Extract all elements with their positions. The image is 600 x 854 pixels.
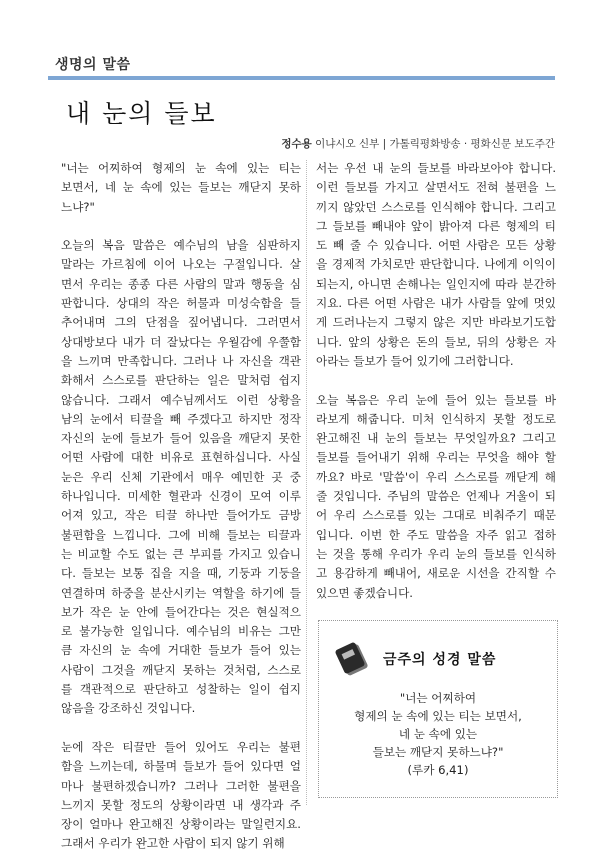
text-line: 연결하며 하중을 분산시키는 역할을 하기에 들 bbox=[61, 585, 301, 600]
author-name: 정수용 bbox=[281, 138, 312, 150]
section-label: 생명의 말씀 bbox=[55, 57, 131, 73]
text-line: 이런 들보를 가지고 살면서도 전혀 불편을 느 bbox=[316, 180, 556, 195]
text-line: 는 비교할 수도 없는 큰 부피를 가지고 있습니 bbox=[61, 546, 301, 561]
text-line: 말라는 가르침에 이어 나오는 구절입니다. 살 bbox=[61, 257, 301, 272]
author-affiliation: 이냐시오 신부 | 가톨릭평화방송 · 평화신문 보도주간 bbox=[315, 138, 555, 150]
verse-line: 들보는 깨닫지 못하느냐?" bbox=[372, 745, 504, 759]
text-line: "너는 어찌하여 형제의 눈 속에 있는 티는 bbox=[61, 161, 301, 175]
text-line: 는 것을 통해 우리가 우리 눈의 들보를 인식하 bbox=[316, 546, 556, 561]
verse-line: 형제의 눈 속에 있는 티는 보면서, bbox=[354, 709, 522, 723]
text-line: 고 용감하게 빼내어, 새로운 시선을 간직할 수 bbox=[316, 566, 556, 581]
header-divider bbox=[48, 76, 555, 80]
text-line: 들보를 들어내기 위해 우리는 무엇을 해야 할 bbox=[316, 450, 556, 465]
text-line: 추어내며 그의 단점을 짚어냅니다. 그러면서 bbox=[61, 315, 301, 330]
text-line: 불편함을 느낍니다. 그에 비해 들보는 티끌과 bbox=[61, 527, 301, 542]
right-column bbox=[316, 159, 556, 603]
bible-icon bbox=[335, 642, 366, 675]
left-column bbox=[61, 159, 301, 854]
text-line: 하나입니다. 미세한 혈관과 신경이 모여 이루 bbox=[61, 489, 301, 504]
text-line: 어 우리 스스로를 있는 그대로 비춰주기 때문 bbox=[316, 508, 556, 523]
verse-text bbox=[319, 689, 557, 779]
paragraph-gap bbox=[61, 217, 301, 236]
text-line: 화해서 스스로를 판단하는 일은 말처럼 쉽지 bbox=[61, 373, 301, 388]
text-line: 상대방보다 내가 더 잘났다는 우월감에 우쭐함 bbox=[61, 334, 301, 349]
text-line: 어져 있고, 작은 티끌 하나만 들어가도 금방 bbox=[61, 508, 301, 523]
text-line: 을 느끼며 만족합니다. 그러나 나 자신을 객관 bbox=[61, 353, 301, 368]
text-line: 니다. 앞의 상황은 돈의 들보, 뒤의 상황은 자 bbox=[316, 334, 556, 349]
text-line: 로 불가능한 일입니다. 예수님의 비유는 그만 bbox=[61, 624, 301, 639]
text-line: 판합니다. 상대의 작은 허물과 미성숙함을 들 bbox=[61, 296, 301, 311]
text-line: 않습니다. 그래서 예수님께서도 이런 상황을 bbox=[61, 392, 301, 407]
paragraph-gap bbox=[316, 371, 556, 390]
text-line: 보가 작은 눈 안에 들어간다는 것은 현실적으 bbox=[61, 604, 301, 619]
paragraph-gap bbox=[61, 719, 301, 738]
byline bbox=[281, 136, 555, 151]
text-line: 않음을 강조하신 것입니다. bbox=[61, 701, 196, 716]
text-line: 를 객관적으로 판단하고 성찰하는 일이 쉽지 bbox=[61, 682, 301, 697]
verse-line: 네 눈 속에 있는 bbox=[398, 727, 478, 741]
text-line: 아라는 들보가 들어 있기에 그러합니다. bbox=[316, 353, 514, 368]
article-title: 내 눈의 들보 bbox=[66, 99, 217, 128]
text-line: 있으면 좋겠습니다. bbox=[316, 585, 413, 600]
text-line: 자신의 눈에 들보가 들어 있음을 깨닫지 못한 bbox=[61, 431, 301, 446]
verse-line: "너는 어찌하여 bbox=[399, 691, 477, 705]
text-line: 면서 우리는 종종 다른 사람의 말과 행동을 심 bbox=[61, 276, 301, 291]
text-line: 사람이 그것을 깨닫지 못하는 것처럼, 스스로 bbox=[61, 662, 301, 677]
text-line: 줄 것입니다. 주님의 말씀은 언제나 거울이 되 bbox=[316, 489, 556, 504]
text-line: 라보게 해줍니다. 미처 인식하지 못할 정도로 bbox=[316, 411, 556, 426]
text-line: 보면서, 네 눈 속에 있는 들보는 깨닫지 못하 bbox=[61, 180, 301, 195]
text-line: 끼지 않았던 스스로를 인식해야 합니다. 그리고 bbox=[316, 199, 556, 214]
text-line: 오늘의 복음 말씀은 예수님의 남을 심판하지 bbox=[61, 238, 301, 253]
text-line: 남의 눈에서 티끌을 빼 주겠다고 하지만 정작 bbox=[61, 411, 301, 426]
text-line: 마나 불편하겠습니까? 그러나 그러한 불편을 bbox=[61, 778, 301, 793]
text-line: 그래서 우리가 완고한 사람이 되지 않기 위해 bbox=[61, 836, 285, 851]
text-line: 되는지, 아니면 손해나는 일인지에 따라 분간하 bbox=[316, 276, 556, 291]
text-line: 어떤 사람에 대한 비유로 표현하십니다. 사실 bbox=[61, 450, 301, 465]
text-line: 도 빼 줄 수 있습니다. 어떤 사람은 모든 상황 bbox=[316, 238, 556, 253]
column-divider bbox=[306, 160, 307, 805]
text-line: 을 경제적 가치로만 판단합니다. 나에게 이익이 bbox=[316, 257, 556, 272]
text-line: 서는 우선 내 눈의 들보를 바라보아야 합니다. bbox=[316, 161, 556, 175]
text-line: 눈에 작은 티끌만 들어 있어도 우리는 불편 bbox=[61, 739, 301, 754]
text-line: 그 들보를 빼내야 앞이 밝아져 다른 형제의 티 bbox=[316, 218, 556, 233]
verse-line: (루카 6,41) bbox=[407, 763, 469, 777]
text-line: 장이 얼마나 완고해진 상황이라는 말일런지요. bbox=[61, 817, 301, 832]
text-line: 게 드러나는지 그렇지 않은 지만 바라보기도합 bbox=[316, 315, 556, 330]
verse-box-title: 금주의 성경 말씀 bbox=[383, 652, 497, 668]
text-line: 오늘 복음은 우리 눈에 들어 있는 들보를 바 bbox=[316, 392, 556, 407]
text-line: 함을 느끼는데, 하물며 들보가 들어 있다면 얼 bbox=[61, 759, 301, 774]
text-line: 입니다. 이번 한 주도 말씀을 자주 읽고 접하 bbox=[316, 527, 556, 542]
text-line: 다. 들보는 보통 집을 지을 때, 기둥과 기둥을 bbox=[61, 566, 301, 581]
text-line: 느끼지 못할 정도의 상황이라면 내 생각과 주 bbox=[61, 797, 301, 812]
text-line: 까요? 바로 '말씀'이 우리 스스로를 깨닫게 해 bbox=[316, 469, 556, 484]
text-line: 눈은 우리 신체 기관에서 매우 예민한 곳 중 bbox=[61, 469, 301, 484]
text-line: 완고해진 내 눈의 들보는 무엇일까요? 그리고 bbox=[316, 431, 556, 446]
text-line: 큼 자신의 눈 속에 거대한 들보가 들어 있는 bbox=[61, 643, 301, 658]
text-line: 느냐?" bbox=[61, 199, 95, 214]
text-line: 지요. 다른 어떤 사람은 내가 사람들 앞에 멋있 bbox=[316, 296, 556, 311]
weekly-verse-box bbox=[318, 620, 558, 798]
